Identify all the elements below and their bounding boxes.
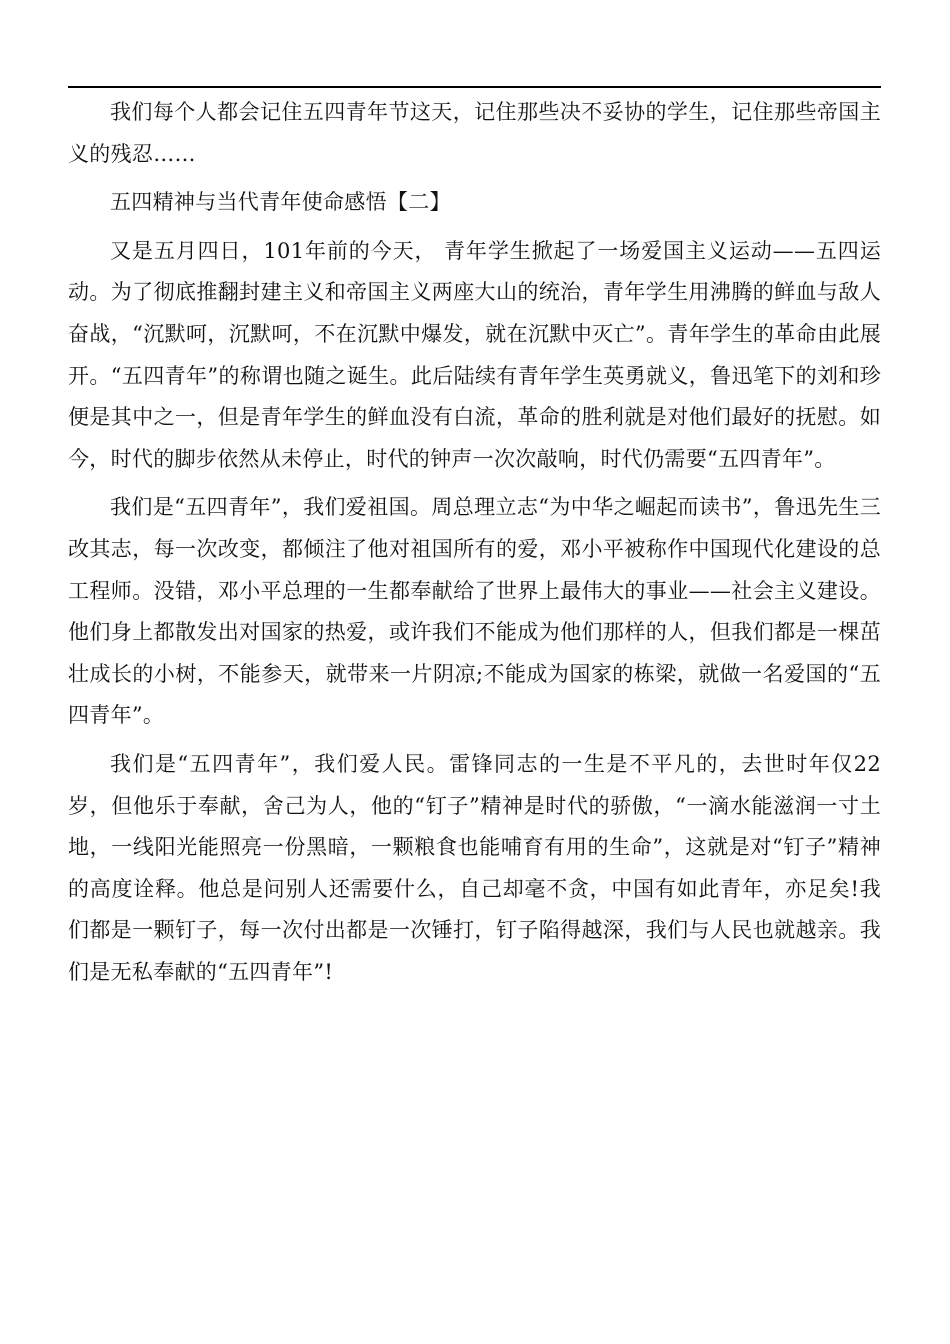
header-rule: [68, 86, 881, 88]
paragraph-love-country: 我们是“五四青年”，我们爱祖国。周总理立志“为中华之崛起而读书”，鲁迅先生三改其志，每一次改变，都倾注了他对祖国所有的爱，邓小平被称作中国现代化建设的总工程师。没错，邓小平总理的一生都奉献给了世界上最伟大的事业——社会主义建设。他们身上都散发出对国家的热爱，或许我们不能成为他们那样的人，但我们都是一棵茁壮成长的小树，不能参天，就带来一片阴凉;不能成为国家的栋梁，就做一名爱国的“五四青年”。: [68, 495, 881, 728]
section-heading: 五四精神与当代青年使命感悟【二】: [110, 190, 451, 215]
paragraph-may-fourth: 又是五月四日，101年前的今天， 青年学生掀起了一场爱国主义运动——五四运动。为了彻底推翻封建主义和帝国主义两座大山的统治，青年学生用沸腾的鲜血与敌人奋战，“沉默呵，沉默呵，不在沉默中爆发，就在沉默中灭亡”。青年学生的革命由此展开。“五四青年”的称谓也随之诞生。此后陆续有青年学生英勇就义，鲁迅笔下的刘和珍便是其中之一，但是青年学生的鲜血没有白流，革命的胜利就是对他们最好的抚慰。如今，时代的脚步依然从未停止，时代的钟声一次次敲响，时代仍需要“五四青年”。: [68, 238, 881, 471]
paragraph-intro: 我们每个人都会记住五四青年节这天，记住那些决不妥协的学生，记住那些帝国主义的残忍……: [68, 100, 881, 166]
paragraph-love-people: 我们是“五四青年”，我们爱人民。雷锋同志的一生是不平凡的，去世时年仅22岁，但他乐于奉献，舍己为人，他的“钉子”精神是时代的骄傲，“一滴水能滋润一寸土地，一线阳光能照亮一份黑暗，一颗粮食也能哺育有用的生命”，这就是对“钉子”精神的高度诠释。他总是问别人还需要什么，自己却毫不贪，中国有如此青年，亦足矣!我们都是一颗钉子，每一次付出都是一次锤打，钉子陷得越深，我们与人民也就越亲。我们是无私奉献的“五四青年”!: [68, 751, 881, 984]
document-body: [68, 92, 881, 1000]
